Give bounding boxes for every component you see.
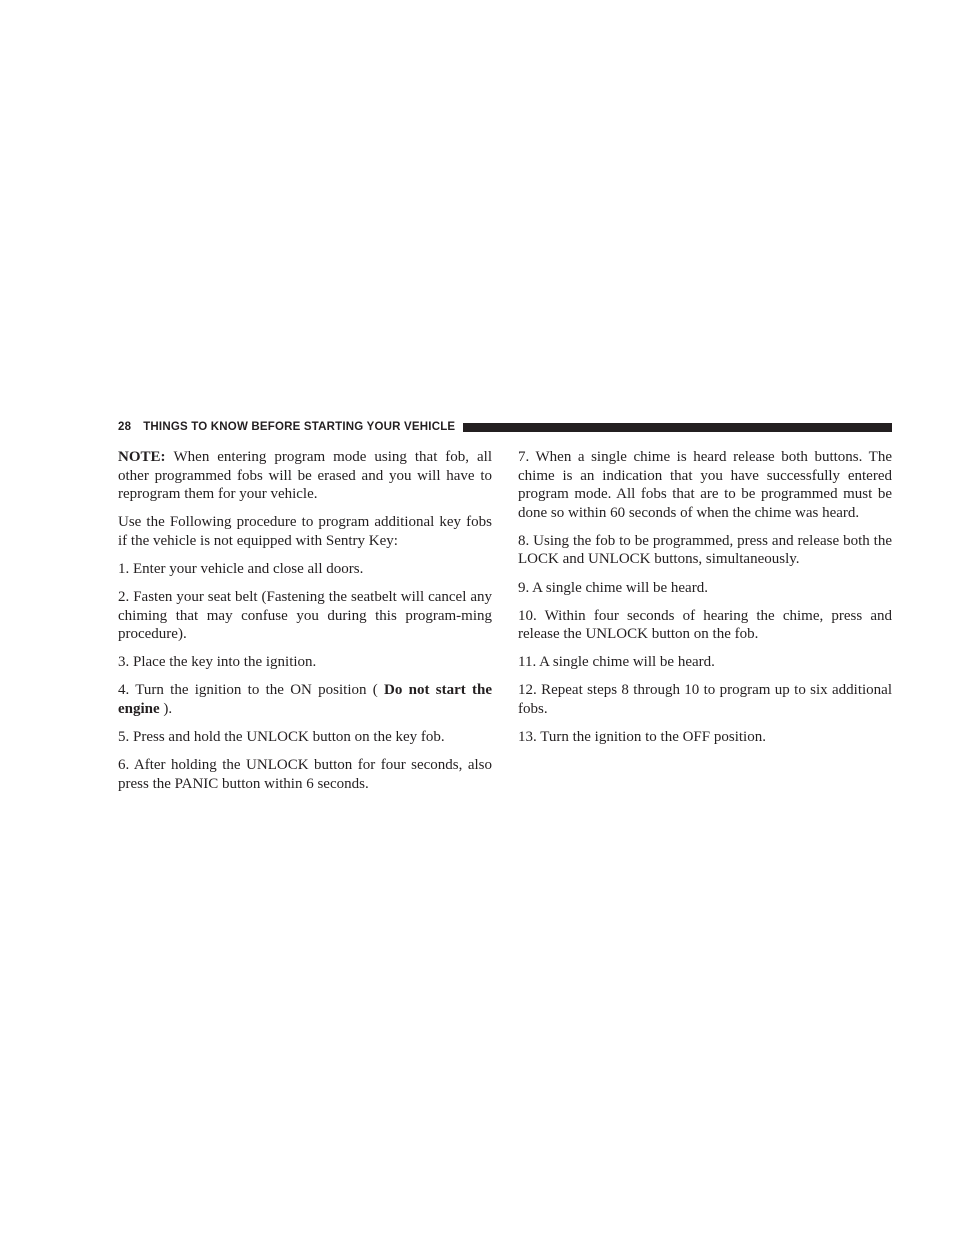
step-7: 7. When a single chime is heard release both buttons. The chime is an indication that you have successfully entered program mode. All fobs that are to be programmed must be done so within 60 seconds of when the chime was heard. <box>518 449 892 521</box>
step-5: 5. Press and hold the UNLOCK button on the key fob. <box>118 729 445 746</box>
step-11: 11. A single chime will be heard. <box>518 654 715 671</box>
step-10: 10. Within four seconds of hearing the chime, press and release the UNLOCK button on the fob. <box>518 607 892 643</box>
left-column <box>118 448 492 803</box>
note-label: NOTE: <box>118 449 166 465</box>
note-paragraph <box>118 448 492 504</box>
step-4-warning: Do not start the engine <box>118 682 492 718</box>
step-1: 1. Enter your vehicle and close all doors. <box>118 560 364 577</box>
step-4-suffix: ). <box>159 701 173 718</box>
step-13: 13. Turn the ignition to the OFF position. <box>518 729 766 746</box>
step-8: 8. Using the fob to be programmed, press and release both the LOCK and UNLOCK buttons, simultaneously. <box>518 532 892 568</box>
note-text: When entering program mode using that fob, all other programmed fobs will be erased and you will have to reprogram them for your vehicle. <box>118 449 492 503</box>
step-9: 9. A single chime will be heard. <box>518 579 708 596</box>
step-3: 3. Place the key into the ignition. <box>118 654 317 671</box>
step-12: 12. Repeat steps 8 through 10 to program up to six additional fobs. <box>518 682 892 718</box>
intro-paragraph: Use the Following procedure to program additional key fobs if the vehicle is not equipped with Sentry Key: <box>118 514 492 549</box>
header-rule-bar <box>463 423 892 432</box>
right-column <box>518 448 892 756</box>
step-4-prefix: 4. Turn the ignition to the ON position ( <box>118 682 385 699</box>
step-4 <box>118 681 492 718</box>
step-2: 2. Fasten your seat belt (Fastening the seatbelt will cancel any chiming that may confuse you during this program-ming procedure). <box>118 589 492 643</box>
page-number: 28 <box>118 421 132 433</box>
step-6: 6. After holding the UNLOCK button for four seconds, also press the PANIC button within 6 seconds. <box>118 757 492 792</box>
page-header <box>118 418 892 436</box>
section-title: THINGS TO KNOW BEFORE STARTING YOUR VEHICLE <box>143 421 456 433</box>
